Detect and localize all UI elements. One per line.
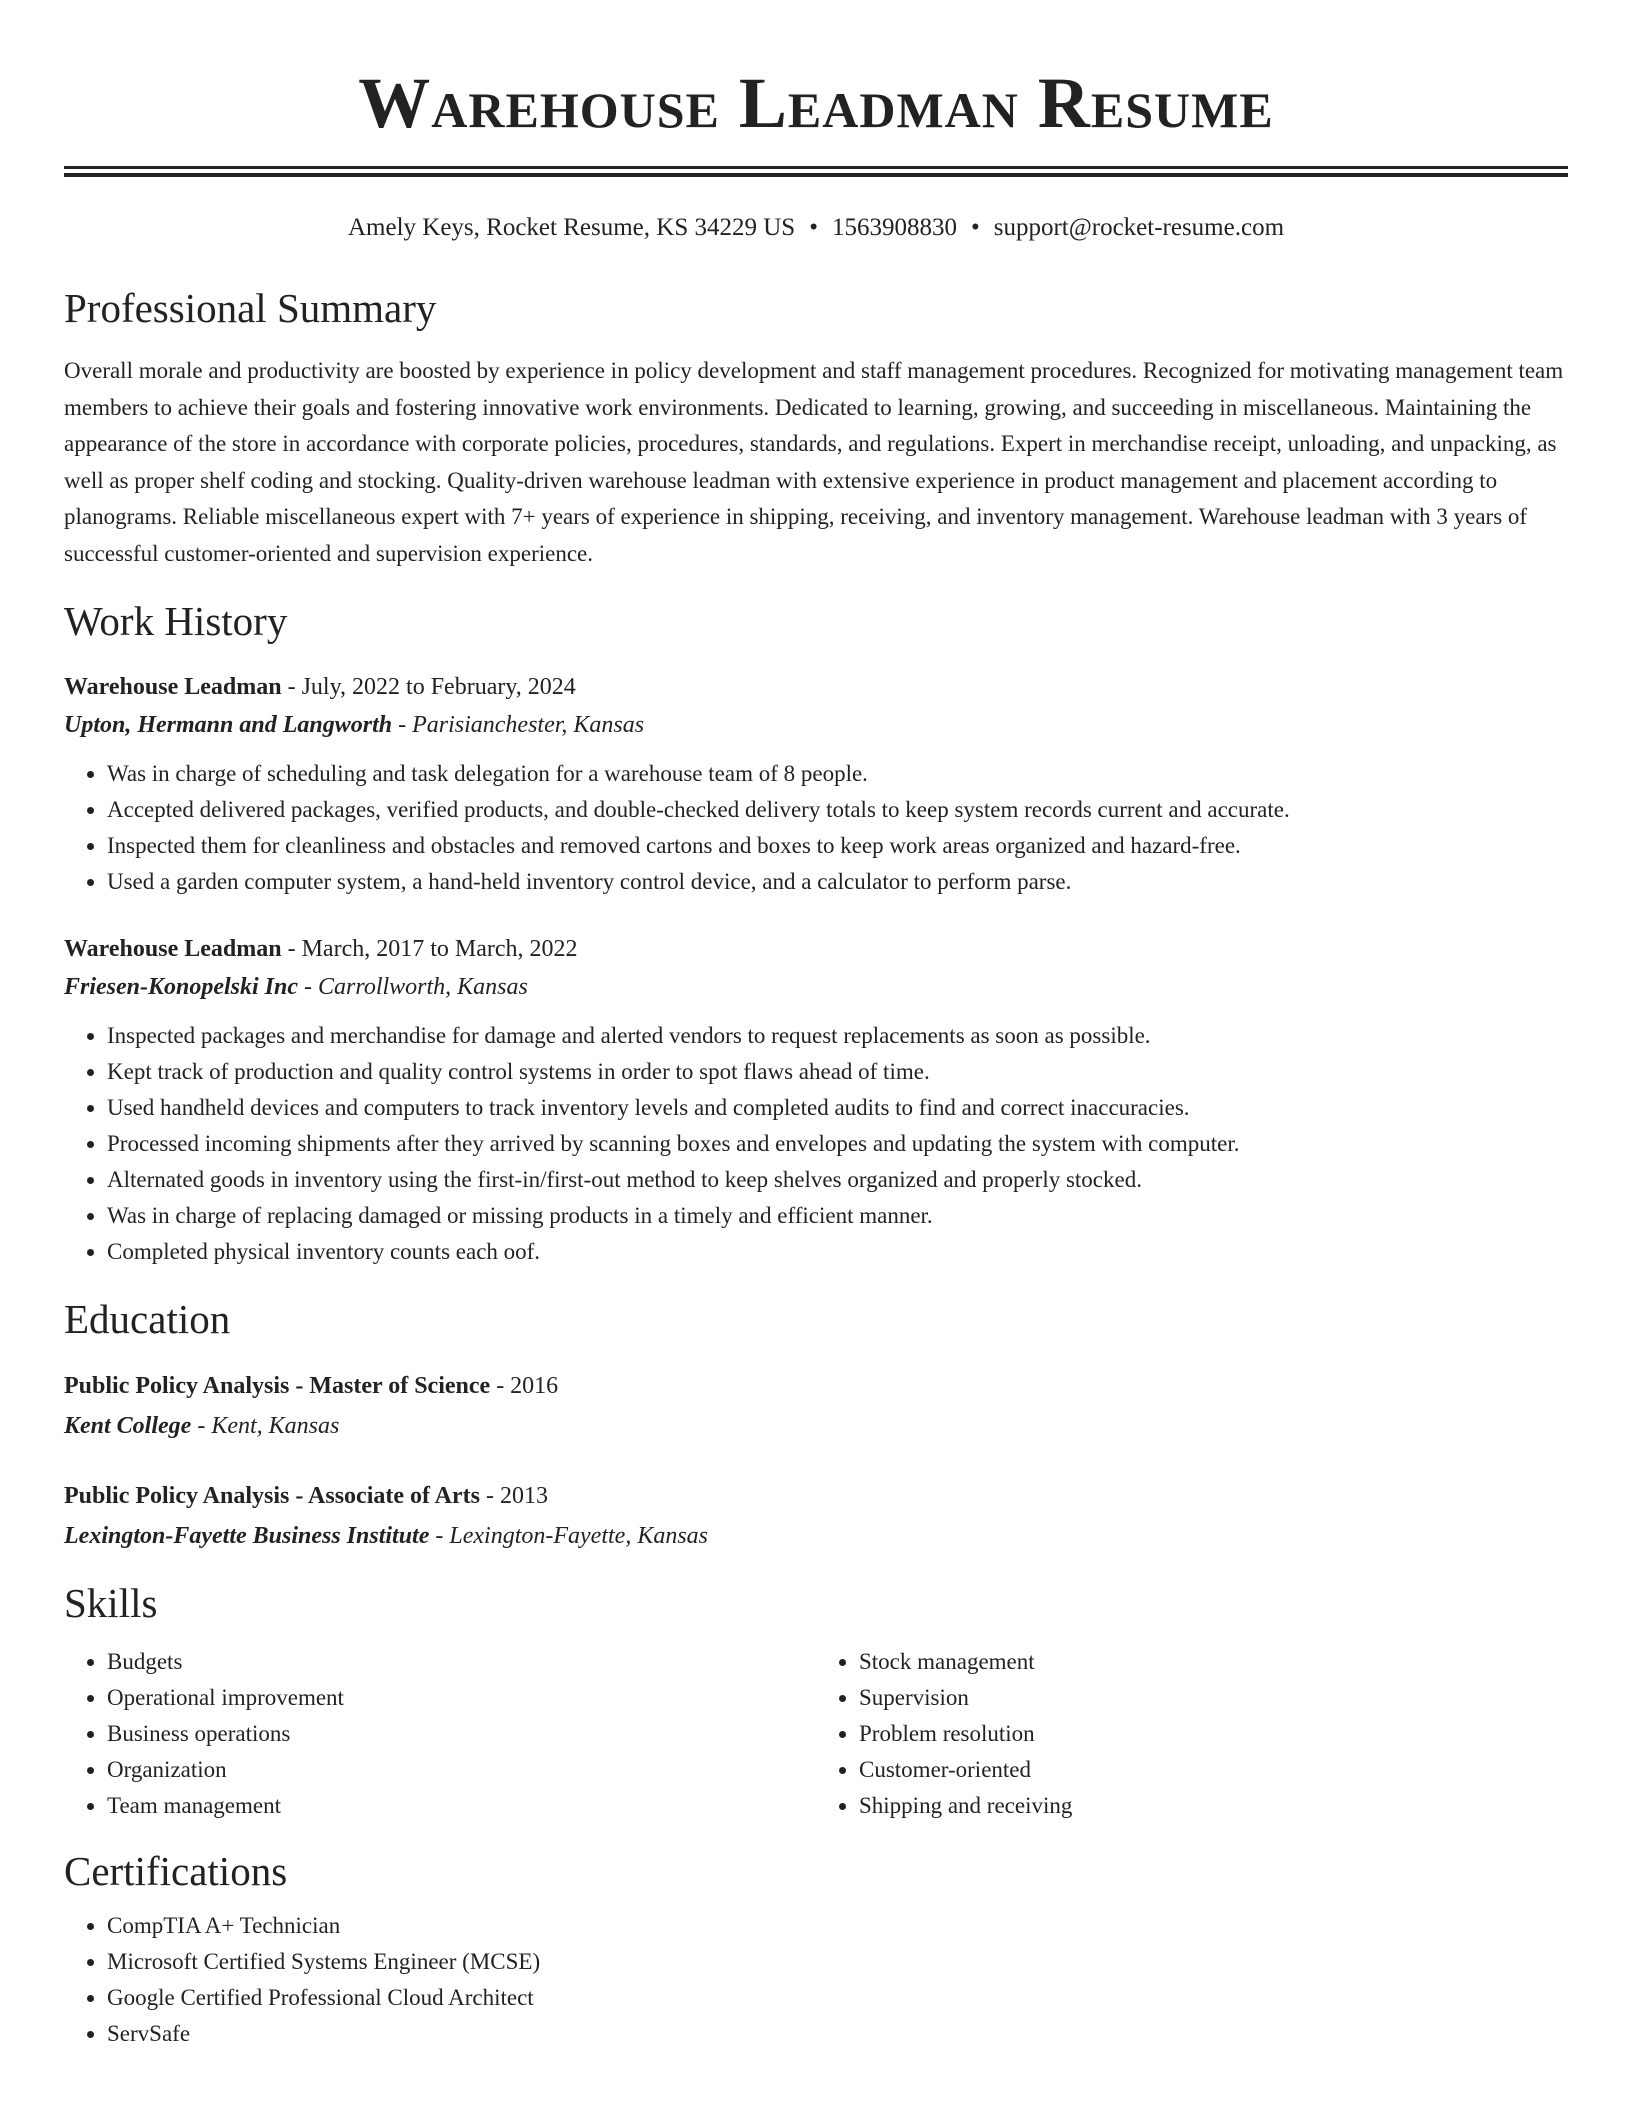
job-role: Warehouse Leadman	[64, 936, 282, 962]
skills-left-list	[64, 1644, 816, 1824]
skills-columns	[64, 1644, 1568, 1824]
job-entry	[64, 668, 1568, 900]
school-name: Kent College	[64, 1413, 192, 1439]
certifications-list	[64, 1908, 1568, 2052]
job-bullet: • Inspected packages and merchandise for damage and alerted vendors to request replacements as soon as possible.	[107, 1018, 1568, 1054]
skill-item: • Shipping and receiving	[859, 1788, 1568, 1824]
job-bullet: • Kept track of production and quality control systems in order to spot flaws ahead of time.	[107, 1054, 1568, 1090]
contact-address: Amely Keys, Rocket Resume, KS 34229 US	[347, 214, 796, 241]
contact-line	[64, 213, 1568, 243]
certification-item: • CompTIA A+ Technician	[107, 1908, 1568, 1944]
certifications-heading: Certifications	[64, 1848, 288, 1894]
job-title-line	[64, 930, 1568, 968]
job-bullet: • Used a garden computer system, a hand-held inventory control device, and a calculator to perform parse.	[107, 864, 1568, 900]
job-bullet: • Alternated goods in inventory using the first-in/first-out method to keep shelves organized and properly stocked.	[107, 1162, 1568, 1198]
school-line	[64, 1406, 1568, 1446]
skill-item: • Operational improvement	[107, 1680, 816, 1716]
certification-item: • Google Certified Professional Cloud Architect	[107, 1980, 1568, 2016]
job-location: - Carrollworth, Kansas	[298, 974, 528, 1000]
contact-phone: 1563908830	[831, 214, 957, 241]
skill-item: • Budgets	[107, 1644, 816, 1680]
skill-item: • Team management	[107, 1788, 816, 1824]
degree-year: - 2013	[480, 1483, 548, 1509]
job-company-line	[64, 706, 1568, 744]
skills-heading: Skills	[64, 1580, 158, 1626]
education-entry	[64, 1476, 1568, 1556]
certification-item: • ServSafe	[107, 2016, 1568, 2052]
education-entry	[64, 1366, 1568, 1446]
resume-title: Warehouse Leadman Resume	[358, 63, 1274, 143]
contact-separator: •	[809, 214, 818, 241]
summary-heading: Professional Summary	[64, 285, 437, 331]
job-entry	[64, 930, 1568, 1270]
skills-right-list	[816, 1644, 1568, 1824]
job-bullet: • Accepted delivered packages, verified products, and double-checked delivery totals to keep system records current and accurate.	[107, 792, 1568, 828]
skill-item: • Business operations	[107, 1716, 816, 1752]
job-location: - Parisianchester, Kansas	[392, 712, 645, 738]
job-company-line	[64, 968, 1568, 1006]
job-title-line	[64, 668, 1568, 706]
job-bullet: • Completed physical inventory counts each oof.	[107, 1234, 1568, 1270]
job-company: Upton, Hermann and Langworth	[64, 712, 393, 738]
school-location: - Kent, Kansas	[191, 1413, 340, 1439]
certification-item: • Microsoft Certified Systems Engineer (MCSE)	[107, 1944, 1568, 1980]
job-bullets	[64, 756, 1568, 900]
skill-item: • Stock management	[859, 1644, 1568, 1680]
school-line	[64, 1516, 1568, 1556]
job-dates: - March, 2017 to March, 2022	[281, 936, 578, 962]
school-name: Lexington-Fayette Business Institute	[64, 1523, 430, 1549]
job-bullet: • Used handheld devices and computers to track inventory levels and completed audits to find and correct inaccuracies.	[107, 1090, 1568, 1126]
job-bullet: • Inspected them for cleanliness and obstacles and removed cartons and boxes to keep work areas organized and hazard-free.	[107, 828, 1568, 864]
degree-name: Public Policy Analysis - Master of Science	[64, 1373, 491, 1399]
school-location: - Lexington-Fayette, Kansas	[429, 1523, 709, 1549]
job-bullet: • Was in charge of replacing damaged or missing products in a timely and efficient manner.	[107, 1198, 1568, 1234]
title-double-rule	[64, 166, 1568, 177]
work-history-heading: Work History	[64, 598, 288, 644]
job-company: Friesen-Konopelski Inc	[64, 974, 299, 1000]
education-heading: Education	[64, 1296, 231, 1342]
skill-item: • Organization	[107, 1752, 816, 1788]
skill-item: • Supervision	[859, 1680, 1568, 1716]
degree-name: Public Policy Analysis - Associate of Arts	[64, 1483, 480, 1509]
job-bullets	[64, 1018, 1568, 1270]
job-bullet: • Was in charge of scheduling and task delegation for a warehouse team of 8 people.	[107, 756, 1568, 792]
degree-year: - 2016	[490, 1373, 559, 1399]
job-role: Warehouse Leadman	[64, 674, 282, 700]
skill-item: • Problem resolution	[859, 1716, 1568, 1752]
degree-line	[64, 1366, 1568, 1406]
contact-separator: •	[970, 214, 980, 241]
contact-email: support@rocket-resume.com	[993, 214, 1285, 241]
summary-text: Overall morale and productivity are boosted by experience in policy development and staff management procedures. Recognized for motivating management team members to achieve their goals and fostering innovative work environments. Dedicated to learning, growing, and succeeding in miscellaneous. Maintaining the appearance of the store in accordance with corporate policies, procedures, standards, and regulations. Expert in merchandise receipt, unloading, and unpacking, as well as proper shelf coding and stocking. Quality-driven warehouse leadman with extensive experience in product management and placement according to planograms. Reliable miscellaneous expert with 7+ years of experience in shipping, receiving, and inventory management. Warehouse leadman with 3 years of successful customer-oriented and supervision experience.	[64, 358, 1564, 566]
job-dates: - July, 2022 to February, 2024	[281, 674, 576, 700]
job-bullet: • Processed incoming shipments after they arrived by scanning boxes and envelopes and updating the system with computer.	[107, 1126, 1568, 1162]
skill-item: • Customer-oriented	[859, 1752, 1568, 1788]
degree-line	[64, 1476, 1568, 1516]
